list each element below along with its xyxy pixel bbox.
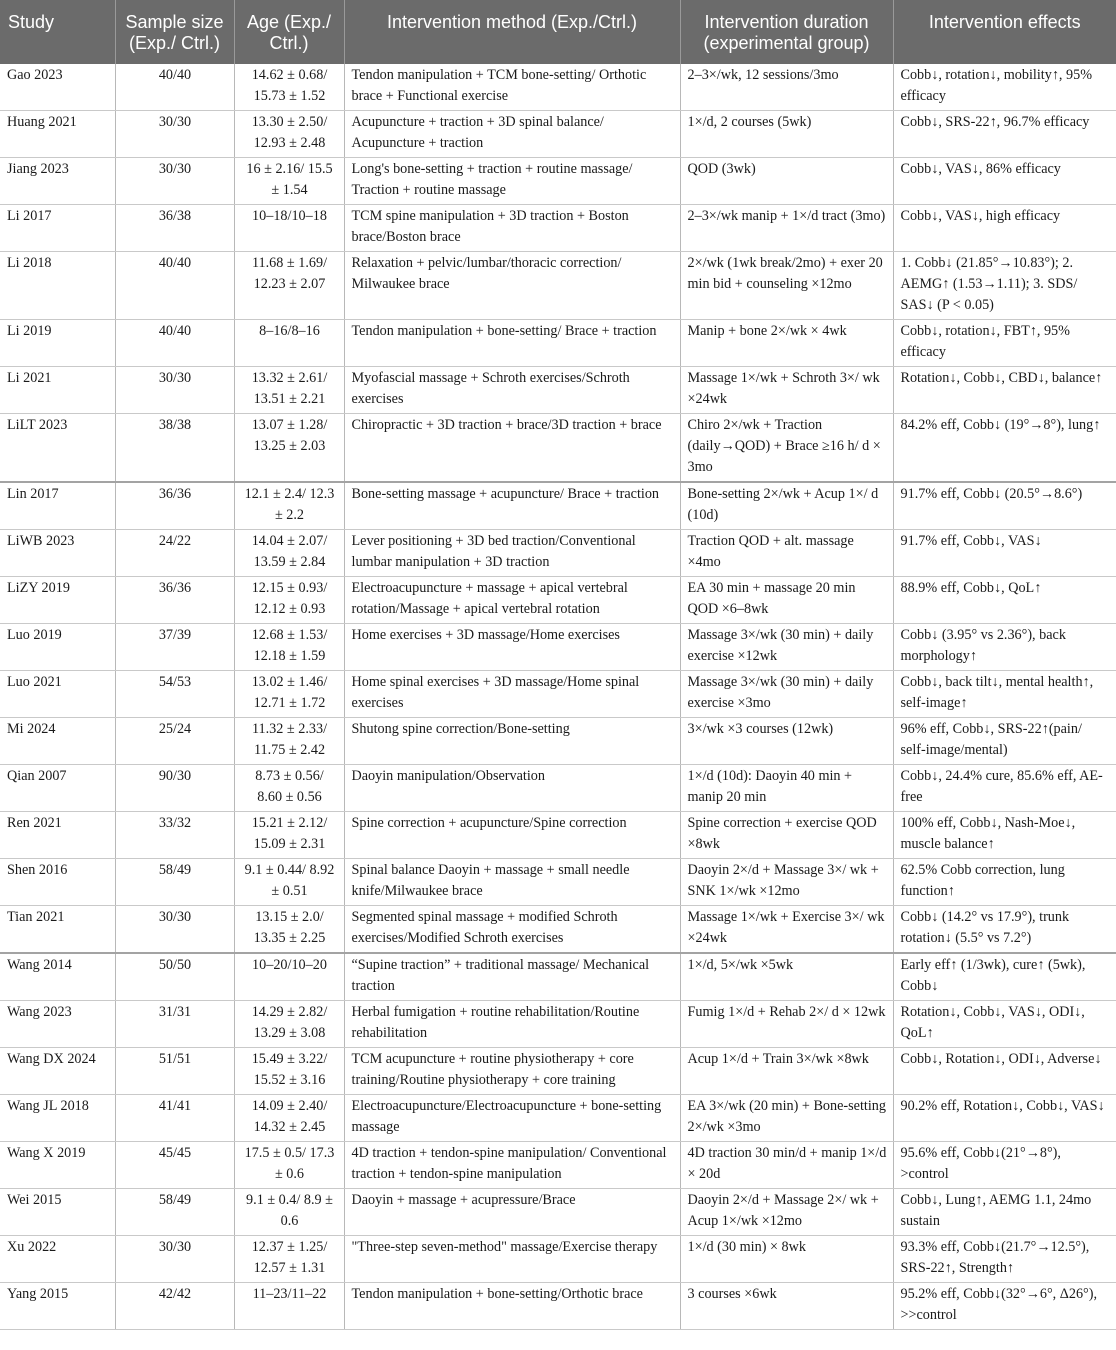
cell-study: LiWB 2023 [0, 530, 115, 577]
cell-age: 9.1 ± 0.4/ 8.9 ± 0.6 [234, 1189, 344, 1236]
cell-sample-size: 36/36 [115, 482, 234, 530]
cell-study: Wang X 2019 [0, 1142, 115, 1189]
cell-duration: EA 30 min + massage 20 min QOD ×6–8wk [680, 577, 893, 624]
cell-age: 12.1 ± 2.4/ 12.3 ± 2.2 [234, 482, 344, 530]
cell-method: Tendon manipulation + bone-setting/Orthotic brace [344, 1283, 680, 1330]
cell-sample-size: 30/30 [115, 111, 234, 158]
header-intervention-method: Intervention method (Exp./Ctrl.) [344, 0, 680, 64]
header-intervention-effects: Intervention effects [893, 0, 1116, 64]
cell-study: Wei 2015 [0, 1189, 115, 1236]
cell-method: "Three-step seven-method" massage/Exercise therapy [344, 1236, 680, 1283]
header-intervention-duration: Intervention duration (experimental group) [680, 0, 893, 64]
header-study: Study [0, 0, 115, 64]
cell-duration: Massage 1×/wk + Exercise 3×/ wk ×24wk [680, 906, 893, 954]
table-row [0, 252, 1116, 320]
cell-duration: Acup 1×/d + Train 3×/wk ×8wk [680, 1048, 893, 1095]
cell-method: Bone-setting massage + acupuncture/ Brace + traction [344, 482, 680, 530]
cell-sample-size: 36/38 [115, 205, 234, 252]
cell-duration: 1×/d, 5×/wk ×5wk [680, 953, 893, 1001]
cell-method: Home exercises + 3D massage/Home exercises [344, 624, 680, 671]
cell-duration: 1×/d (10d): Daoyin 40 min + manip 20 min [680, 765, 893, 812]
cell-duration: 4D traction 30 min/d + manip 1×/d × 20d [680, 1142, 893, 1189]
header-sample-size: Sample size (Exp./ Ctrl.) [115, 0, 234, 64]
table-row [0, 624, 1116, 671]
cell-sample-size: 36/36 [115, 577, 234, 624]
cell-study: Jiang 2023 [0, 158, 115, 205]
cell-sample-size: 30/30 [115, 1236, 234, 1283]
cell-method: Tendon manipulation + bone-setting/ Brace + traction [344, 320, 680, 367]
cell-age: 11–23/11–22 [234, 1283, 344, 1330]
cell-duration: 3 courses ×6wk [680, 1283, 893, 1330]
cell-duration: 3×/wk ×3 courses (12wk) [680, 718, 893, 765]
cell-study: Shen 2016 [0, 859, 115, 906]
cell-study: Lin 2017 [0, 482, 115, 530]
cell-sample-size: 58/49 [115, 859, 234, 906]
cell-effects: 88.9% eff, Cobb↓, QoL↑ [893, 577, 1116, 624]
table-row [0, 906, 1116, 954]
cell-age: 10–20/10–20 [234, 953, 344, 1001]
cell-method: Long's bone-setting + traction + routine massage/ Traction + routine massage [344, 158, 680, 205]
cell-method: Daoyin manipulation/Observation [344, 765, 680, 812]
cell-age: 13.30 ± 2.50/ 12.93 ± 2.48 [234, 111, 344, 158]
cell-method: Acupuncture + traction + 3D spinal balance/ Acupuncture + traction [344, 111, 680, 158]
cell-duration: Traction QOD + alt. massage ×4mo [680, 530, 893, 577]
cell-method: TCM spine manipulation + 3D traction + Boston brace/Boston brace [344, 205, 680, 252]
cell-effects: 84.2% eff, Cobb↓ (19°→8°), lung↑ [893, 414, 1116, 483]
cell-sample-size: 54/53 [115, 671, 234, 718]
header-age: Age (Exp./ Ctrl.) [234, 0, 344, 64]
table-body [0, 64, 1116, 1330]
table-row [0, 1048, 1116, 1095]
cell-age: 13.15 ± 2.0/ 13.35 ± 2.25 [234, 906, 344, 954]
cell-sample-size: 41/41 [115, 1095, 234, 1142]
table-header [0, 0, 1116, 64]
cell-age: 15.21 ± 2.12/ 15.09 ± 2.31 [234, 812, 344, 859]
cell-duration: EA 3×/wk (20 min) + Bone-setting 2×/wk ×3mo [680, 1095, 893, 1142]
cell-duration: Massage 3×/wk (30 min) + daily exercise ×3mo [680, 671, 893, 718]
cell-sample-size: 33/32 [115, 812, 234, 859]
cell-study: Ren 2021 [0, 812, 115, 859]
cell-method: Electroacupuncture/Electroacupuncture + bone-setting massage [344, 1095, 680, 1142]
cell-study: Wang JL 2018 [0, 1095, 115, 1142]
cell-sample-size: 30/30 [115, 158, 234, 205]
cell-study: Wang DX 2024 [0, 1048, 115, 1095]
cell-study: Luo 2019 [0, 624, 115, 671]
cell-study: LiLT 2023 [0, 414, 115, 483]
cell-effects: Cobb↓, rotation↓, mobility↑, 95% efficacy [893, 64, 1116, 111]
cell-effects: 62.5% Cobb correction, lung function↑ [893, 859, 1116, 906]
table-row [0, 1001, 1116, 1048]
cell-effects: 91.7% eff, Cobb↓, VAS↓ [893, 530, 1116, 577]
cell-duration: 1×/d, 2 courses (5wk) [680, 111, 893, 158]
table-row [0, 111, 1116, 158]
cell-study: Tian 2021 [0, 906, 115, 954]
cell-age: 11.32 ± 2.33/ 11.75 ± 2.42 [234, 718, 344, 765]
cell-study: LiZY 2019 [0, 577, 115, 624]
cell-effects: Cobb↓, VAS↓, high efficacy [893, 205, 1116, 252]
cell-effects: Rotation↓, Cobb↓, CBD↓, balance↑ [893, 367, 1116, 414]
cell-study: Yang 2015 [0, 1283, 115, 1330]
cell-study: Gao 2023 [0, 64, 115, 111]
cell-age: 13.02 ± 1.46/ 12.71 ± 1.72 [234, 671, 344, 718]
cell-duration: Spine correction + exercise QOD ×8wk [680, 812, 893, 859]
cell-duration: Chiro 2×/wk + Traction (daily→QOD) + Brace ≥16 h/ d × 3mo [680, 414, 893, 483]
cell-effects: 100% eff, Cobb↓, Nash-Moe↓, muscle balance↑ [893, 812, 1116, 859]
cell-sample-size: 45/45 [115, 1142, 234, 1189]
cell-method: Electroacupuncture + massage + apical vertebral rotation/Massage + apical vertebral rotation [344, 577, 680, 624]
cell-duration: 2×/wk (1wk break/2mo) + exer 20 min bid + counseling ×12mo [680, 252, 893, 320]
cell-study: Huang 2021 [0, 111, 115, 158]
cell-effects: Cobb↓, Lung↑, AEMG 1.1, 24mo sustain [893, 1189, 1116, 1236]
table-row [0, 671, 1116, 718]
table-row [0, 158, 1116, 205]
cell-age: 14.04 ± 2.07/ 13.59 ± 2.84 [234, 530, 344, 577]
table-row [0, 367, 1116, 414]
table-row [0, 530, 1116, 577]
cell-method: Tendon manipulation + TCM bone-setting/ Orthotic brace + Functional exercise [344, 64, 680, 111]
cell-method: Chiropractic + 3D traction + brace/3D traction + brace [344, 414, 680, 483]
cell-study: Mi 2024 [0, 718, 115, 765]
table-row [0, 1189, 1116, 1236]
cell-effects: Cobb↓ (14.2° vs 17.9°), trunk rotation↓ (5.5° vs 7.2°) [893, 906, 1116, 954]
cell-study: Xu 2022 [0, 1236, 115, 1283]
cell-duration: Massage 1×/wk + Schroth 3×/ wk ×24wk [680, 367, 893, 414]
table-row [0, 414, 1116, 483]
cell-method: Herbal fumigation + routine rehabilitation/Routine rehabilitation [344, 1001, 680, 1048]
cell-sample-size: 30/30 [115, 906, 234, 954]
cell-age: 17.5 ± 0.5/ 17.3 ± 0.6 [234, 1142, 344, 1189]
cell-sample-size: 38/38 [115, 414, 234, 483]
cell-effects: Rotation↓, Cobb↓, VAS↓, ODI↓, QoL↑ [893, 1001, 1116, 1048]
cell-effects: Early eff↑ (1/3wk), cure↑ (5wk), Cobb↓ [893, 953, 1116, 1001]
cell-method: TCM acupuncture + routine physiotherapy + core training/Routine physiotherapy + core training [344, 1048, 680, 1095]
cell-age: 10–18/10–18 [234, 205, 344, 252]
cell-duration: Daoyin 2×/d + Massage 2×/ wk + Acup 1×/wk ×12mo [680, 1189, 893, 1236]
cell-sample-size: 51/51 [115, 1048, 234, 1095]
table-row [0, 1236, 1116, 1283]
table-row [0, 482, 1116, 530]
cell-duration: QOD (3wk) [680, 158, 893, 205]
cell-sample-size: 25/24 [115, 718, 234, 765]
cell-sample-size: 37/39 [115, 624, 234, 671]
cell-method: 4D traction + tendon-spine manipulation/ Conventional traction + tendon-spine manipulation [344, 1142, 680, 1189]
cell-method: “Supine traction” + traditional massage/ Mechanical traction [344, 953, 680, 1001]
cell-method: Segmented spinal massage + modified Schroth exercises/Modified Schroth exercises [344, 906, 680, 954]
cell-duration: Manip + bone 2×/wk × 4wk [680, 320, 893, 367]
cell-age: 8.73 ± 0.56/ 8.60 ± 0.56 [234, 765, 344, 812]
cell-method: Lever positioning + 3D bed traction/Conventional lumbar manipulation + 3D traction [344, 530, 680, 577]
cell-method: Shutong spine correction/Bone-setting [344, 718, 680, 765]
cell-age: 9.1 ± 0.44/ 8.92 ± 0.51 [234, 859, 344, 906]
cell-study: Li 2018 [0, 252, 115, 320]
cell-method: Home spinal exercises + 3D massage/Home spinal exercises [344, 671, 680, 718]
cell-duration: Daoyin 2×/d + Massage 3×/ wk + SNK 1×/wk ×12mo [680, 859, 893, 906]
cell-duration: Bone-setting 2×/wk + Acup 1×/ d (10d) [680, 482, 893, 530]
cell-sample-size: 50/50 [115, 953, 234, 1001]
cell-study: Li 2021 [0, 367, 115, 414]
cell-sample-size: 58/49 [115, 1189, 234, 1236]
cell-study: Wang 2014 [0, 953, 115, 1001]
cell-age: 8–16/8–16 [234, 320, 344, 367]
cell-age: 14.29 ± 2.82/ 13.29 ± 3.08 [234, 1001, 344, 1048]
cell-method: Myofascial massage + Schroth exercises/Schroth exercises [344, 367, 680, 414]
cell-effects: Cobb↓, rotation↓, FBT↑, 95% efficacy [893, 320, 1116, 367]
cell-age: 12.37 ± 1.25/ 12.57 ± 1.31 [234, 1236, 344, 1283]
table-row [0, 765, 1116, 812]
table-row [0, 320, 1116, 367]
cell-effects: 95.2% eff, Cobb↓(32°→6°, Δ26°), >>control [893, 1283, 1116, 1330]
cell-effects: 1. Cobb↓ (21.85°→10.83°); 2. AEMG↑ (1.53→1.11); 3. SDS/ SAS↓ (P < 0.05) [893, 252, 1116, 320]
header-row [0, 0, 1116, 64]
cell-study: Qian 2007 [0, 765, 115, 812]
cell-effects: 96% eff, Cobb↓, SRS-22↑(pain/ self-image/mental) [893, 718, 1116, 765]
cell-method: Spinal balance Daoyin + massage + small needle knife/Milwaukee brace [344, 859, 680, 906]
cell-effects: 93.3% eff, Cobb↓(21.7°→12.5°), SRS-22↑, Strength↑ [893, 1236, 1116, 1283]
cell-sample-size: 31/31 [115, 1001, 234, 1048]
cell-duration: 2–3×/wk, 12 sessions/3mo [680, 64, 893, 111]
cell-duration: 1×/d (30 min) × 8wk [680, 1236, 893, 1283]
cell-method: Relaxation + pelvic/lumbar/thoracic correction/ Milwaukee brace [344, 252, 680, 320]
cell-age: 11.68 ± 1.69/ 12.23 ± 2.07 [234, 252, 344, 320]
table-row [0, 812, 1116, 859]
cell-duration: 2–3×/wk manip + 1×/d tract (3mo) [680, 205, 893, 252]
cell-study: Wang 2023 [0, 1001, 115, 1048]
cell-age: 14.62 ± 0.68/ 15.73 ± 1.52 [234, 64, 344, 111]
table-row [0, 64, 1116, 111]
cell-method: Daoyin + massage + acupressure/Brace [344, 1189, 680, 1236]
cell-sample-size: 40/40 [115, 64, 234, 111]
cell-sample-size: 24/22 [115, 530, 234, 577]
cell-study: Luo 2021 [0, 671, 115, 718]
table-row [0, 577, 1116, 624]
table-row [0, 953, 1116, 1001]
cell-effects: Cobb↓, VAS↓, 86% efficacy [893, 158, 1116, 205]
table-row [0, 1142, 1116, 1189]
cell-effects: Cobb↓, SRS-22↑, 96.7% efficacy [893, 111, 1116, 158]
cell-study: Li 2017 [0, 205, 115, 252]
cell-effects: 90.2% eff, Rotation↓, Cobb↓, VAS↓ [893, 1095, 1116, 1142]
cell-sample-size: 42/42 [115, 1283, 234, 1330]
table-row [0, 1283, 1116, 1330]
cell-effects: Cobb↓ (3.95° vs 2.36°), back morphology↑ [893, 624, 1116, 671]
cell-sample-size: 40/40 [115, 252, 234, 320]
table-row [0, 1095, 1116, 1142]
cell-age: 15.49 ± 3.22/ 15.52 ± 3.16 [234, 1048, 344, 1095]
cell-method: Spine correction + acupuncture/Spine correction [344, 812, 680, 859]
cell-age: 14.09 ± 2.40/ 14.32 ± 2.45 [234, 1095, 344, 1142]
cell-sample-size: 90/30 [115, 765, 234, 812]
cell-effects: 91.7% eff, Cobb↓ (20.5°→8.6°) [893, 482, 1116, 530]
cell-effects: Cobb↓, Rotation↓, ODI↓, Adverse↓ [893, 1048, 1116, 1095]
cell-effects: Cobb↓, 24.4% cure, 85.6% eff, AE-free [893, 765, 1116, 812]
cell-age: 13.32 ± 2.61/ 13.51 ± 2.21 [234, 367, 344, 414]
cell-effects: Cobb↓, back tilt↓, mental health↑, self-image↑ [893, 671, 1116, 718]
cell-sample-size: 40/40 [115, 320, 234, 367]
table-row [0, 859, 1116, 906]
cell-effects: 95.6% eff, Cobb↓(21°→8°), >control [893, 1142, 1116, 1189]
cell-sample-size: 30/30 [115, 367, 234, 414]
cell-duration: Fumig 1×/d + Rehab 2×/ d × 12wk [680, 1001, 893, 1048]
cell-age: 12.68 ± 1.53/ 12.18 ± 1.59 [234, 624, 344, 671]
cell-study: Li 2019 [0, 320, 115, 367]
table-row [0, 718, 1116, 765]
cell-age: 12.15 ± 0.93/ 12.12 ± 0.93 [234, 577, 344, 624]
table-row [0, 205, 1116, 252]
cell-age: 16 ± 2.16/ 15.5 ± 1.54 [234, 158, 344, 205]
cell-duration: Massage 3×/wk (30 min) + daily exercise ×12wk [680, 624, 893, 671]
cell-age: 13.07 ± 1.28/ 13.25 ± 2.03 [234, 414, 344, 483]
